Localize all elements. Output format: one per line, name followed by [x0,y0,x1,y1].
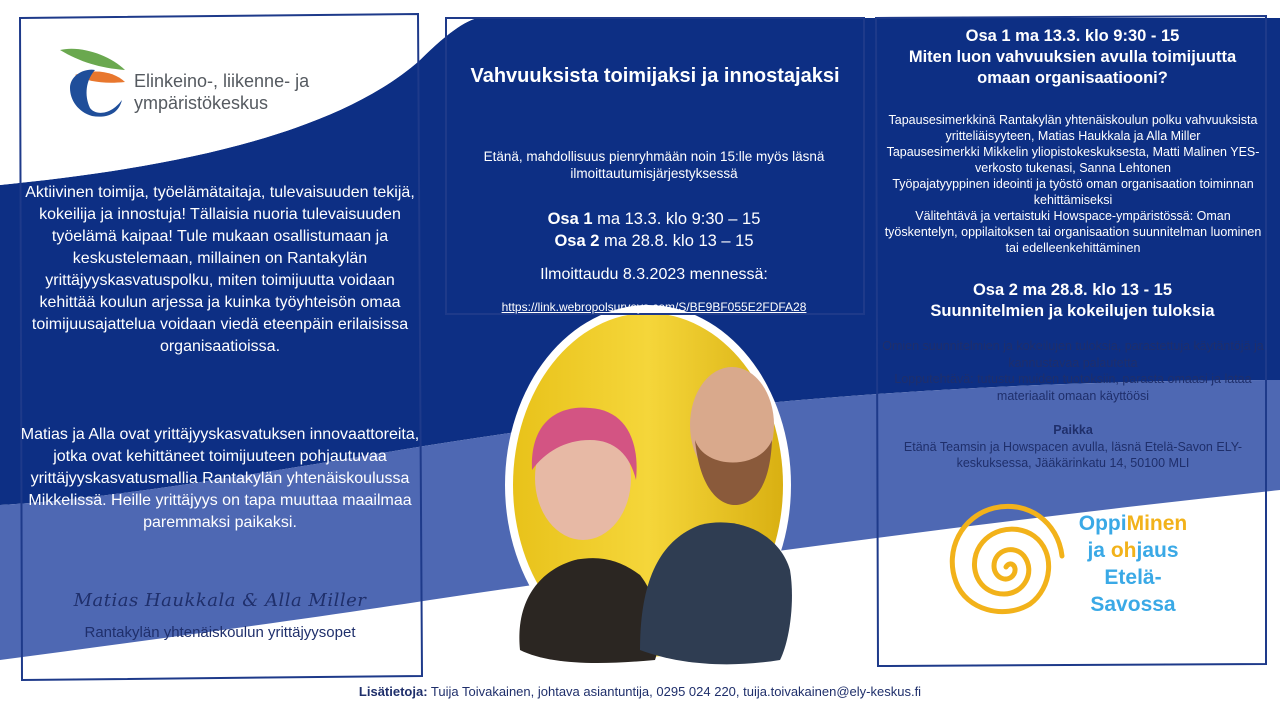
osa2-label: Osa 2 [554,232,600,250]
location-heading: Paikka [1053,423,1093,437]
osa2-date-line [448,230,860,252]
osa1-item: Tapausesimerkkinä Rantakylän yhtenäiskoulun polku vahvuuksista yritteliäisyyteen, Matias Haukkala ja Alla Miller [888,113,1258,143]
event-dates [448,208,860,252]
logo-line-2: ympäristökeskus [134,93,269,113]
signature-subtitle: Rantakylän yhtenäiskoulun yrittäjyysopet [84,624,356,641]
footer-text: Tuija Toivakainen, johtava asiantuntija, 0295 024 220, tuija.toivakainen@ely-keskus.fi [427,684,922,699]
osa1-item: Työpajatyyppinen ideointi ja työstö oman organisaation toiminnan kehittämiseksi [892,177,1254,207]
oppiminen-line-4: Savossa [1090,593,1176,616]
osa1-items [878,112,1268,256]
osa1-label: Osa 1 [547,210,593,228]
minen-part: Minen [1126,512,1188,535]
oppiminen-line-2 [1058,537,1208,564]
osa2-items [878,338,1268,404]
oppi-part: Oppi [1078,512,1127,535]
osa2-time: ma 28.8. klo 13 – 15 [599,232,754,250]
osa2-heading-date: Osa 2 ma 28.8. klo 13 - 15 [972,281,1173,299]
osa2-heading-title: Suunnitelmien ja kokeilujen tuloksia [930,302,1215,320]
osa2-heading [880,280,1265,322]
registration-link[interactable]: https://link.webropolsurveys.com/S/BE9BF055E2FDFA28 [501,300,807,314]
oh-part: oh [1110,539,1137,562]
intro-paragraph: Aktiivinen toimija, työelämätaitaja, tulevaisuuden tekijä, kokeilija ja innostuja! Tällaisia nuoria tulevaisuuden työelämä kaipaa! Tule mukaan osallistumaan ja keskustelemaan, millainen on Rantakylän yrittäjyyskasvatuspolku, miten toimijuutta voidaan kehittää koulun arjessa ja kuinka työyhteisön omaa toimijuusajattelua voidaan viedä eteenpäin erilaisissa organisaatioissa. [25,184,415,355]
osa1-heading-title: Miten luon vahvuuksien avulla toimijuutta omaan organisaatiooni? [908,48,1237,87]
registration-deadline: Ilmoittaudu 8.3.2023 mennessä: [540,266,768,283]
osa1-time: ma 13.3. klo 9:30 – 15 [592,210,761,228]
footer-label: Lisätietoja: [358,684,428,699]
event-subtitle: Etänä, mahdollisuus pienryhmään noin 15:lle myös läsnä ilmoittautumisjärjestyksessä [483,149,825,181]
oppiminen-logo-text [1058,510,1208,618]
logo-line-1: Elinkeino-, liikenne- ja [134,71,310,91]
osa2-item: Omien suunnitelmien ja kokeilujen tuloksia, parastettuja käytäntöjä ja kannustavaa palautetta [882,339,1264,370]
osa1-item: Välitehtävä ja vertaistuki Howspace-ympäristössä: Oman työskentelyn, oppilaitoksen tai organisaation suunnitelman luominen tai edelleenkehittäminen [884,209,1262,255]
spiral-icon [952,506,1062,611]
footer-contact [220,684,1060,699]
location-block [878,422,1268,472]
jaus-part: jaus [1136,539,1179,562]
ja-part: ja [1087,539,1111,562]
osa1-item: Tapausesimerkki Mikkelin yliopistokeskuksesta, Matti Malinen YES-verkosto tukenasi, Sanna Lehtonen [886,145,1260,175]
osa2-item: Lopputehtävä: tutustu muiden tuotoksiin, parasta omaasi ja lataa materiaalit omaan käyttöösi [894,372,1252,403]
oppiminen-line-3: Etelä- [1104,566,1162,589]
logo-wordmark [134,70,309,114]
osa1-date-line [448,208,860,230]
osa1-heading [880,26,1265,89]
osa1-heading-date: Osa 1 ma 13.3. klo 9:30 - 15 [965,27,1180,45]
speakers-paragraph: Matias ja Alla ovat yrittäjyyskasvatuksen innovaattoreita, jotka ovat kehittäneet toimijuuteen pohjautuvaa yrittäjyyskasvatusmallia Rantakylän yhtenäiskoulussa Mikkelissä. Heille yrittäjyys on tapa muuttaa maailmaa paremmaksi paikaksi. [20,426,420,531]
location-text: Etänä Teamsin ja Howspacen avulla, läsnä Etelä-Savon ELY-keskuksessa, Jääkärinkatu 14, 50100 MLI [903,439,1243,470]
signature: Matias Haukkala & Alla Miller [73,590,367,611]
oppiminen-line-1 [1058,510,1208,537]
event-title: Vahvuuksista toimijaksi ja innostajaksi [470,65,840,87]
